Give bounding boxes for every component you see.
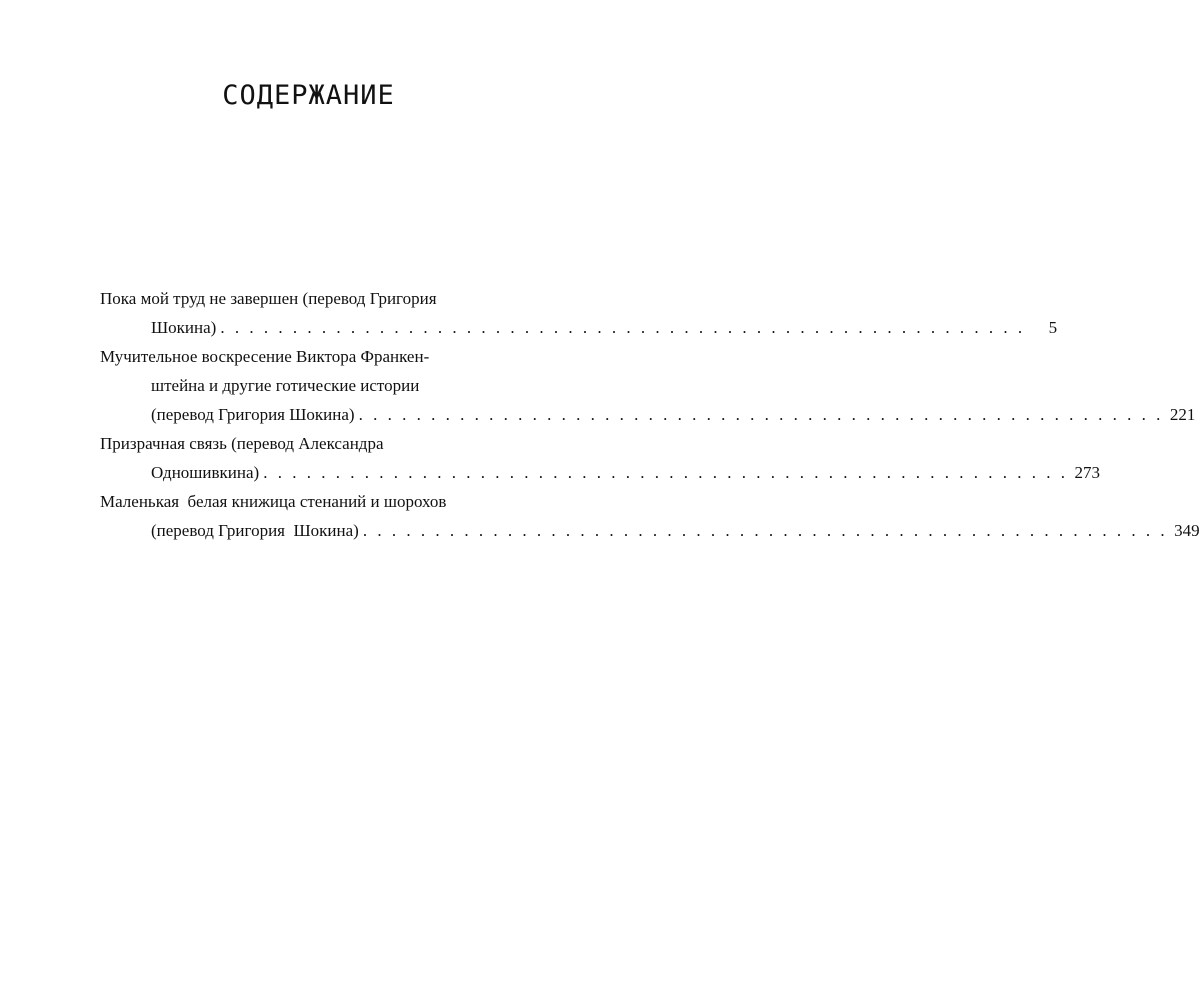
toc-entry-title-line: Маленькая белая книжица стенаний и шорохов	[100, 492, 447, 511]
toc-entry-title-line: (перевод Григория Шокина)	[151, 405, 355, 424]
toc-page-number: 349	[1174, 521, 1200, 540]
toc-entry-last-line	[100, 313, 1058, 342]
toc-entry-title-line: Мучительное воскресение Виктора Франкен-	[100, 347, 430, 366]
toc-page-number: 5	[1048, 318, 1058, 337]
leader-dots: . . . . . . . . . . . . . . . . . . . . . . . . . . . . . . . . . . . . . . . . . . . . . . . . . . . . . . . .	[358, 405, 1164, 424]
toc-entry-2[interactable]	[100, 342, 1196, 429]
toc-entry-last-line	[100, 458, 1100, 487]
toc-entry-title-line: Одношивкина)	[151, 463, 260, 482]
toc-entry-3[interactable]	[100, 429, 1100, 487]
page-title: СОДЕРЖАНИЕ	[222, 80, 395, 111]
leader-dots: . . . . . . . . . . . . . . . . . . . . . . . . . . . . . . . . . . . . . . . . . . . . . . . . . . . . . . . .	[362, 521, 1168, 540]
toc-entry-last-line	[100, 400, 1196, 429]
toc-entry-1[interactable]	[100, 284, 1058, 342]
leader-dots: . . . . . . . . . . . . . . . . . . . . . . . . . . . . . . . . . . . . . . . . . . . . . . . . . . . . . . . .	[263, 463, 1068, 482]
table-of-contents	[100, 284, 1200, 545]
toc-entry-title-line: Шокина)	[151, 318, 217, 337]
toc-page-number: 221	[1169, 405, 1196, 424]
toc-entry-title-line: Пока мой труд не завершен (перевод Григория	[100, 289, 437, 308]
leader-dots: . . . . . . . . . . . . . . . . . . . . . . . . . . . . . . . . . . . . . . . . . . . . . . . . . . . . . . . .	[220, 318, 1026, 337]
toc-entry-title-line: (перевод Григория Шокина)	[151, 521, 359, 540]
toc-entry-4[interactable]	[100, 487, 1200, 545]
toc-entry-title-line: штейна и другие готические истории	[151, 376, 420, 395]
toc-entry-last-line	[100, 516, 1200, 545]
toc-entry-title-line: Призрачная связь (перевод Александра	[100, 434, 384, 453]
toc-page-number: 273	[1074, 463, 1100, 482]
